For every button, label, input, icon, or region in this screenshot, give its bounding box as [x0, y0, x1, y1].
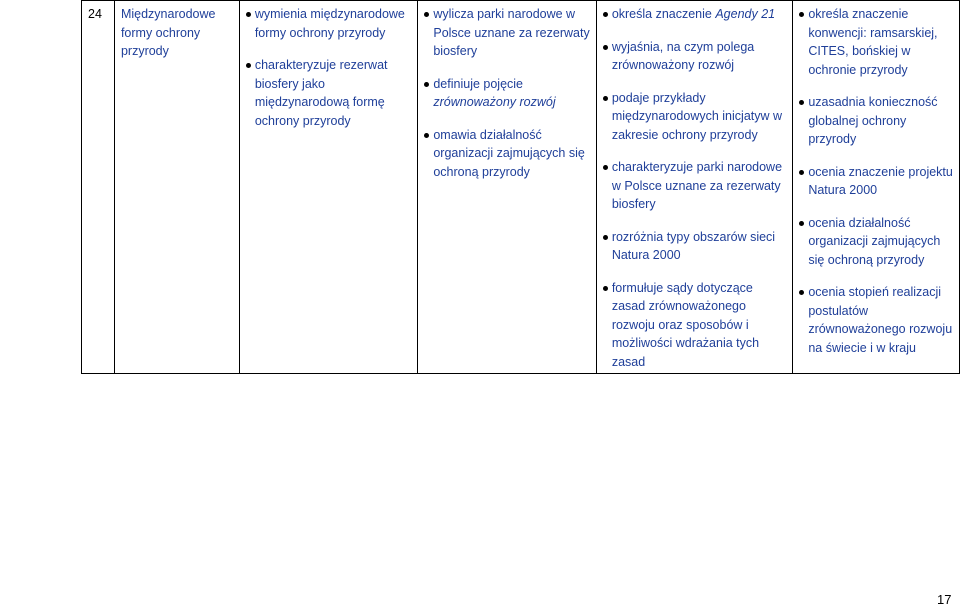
list-item: określa znaczenie konwencji: ramsarskiej, CITES, bońskiej w ochronie przyrody	[799, 5, 953, 79]
column-4-list	[799, 5, 953, 357]
bullet-icon	[603, 12, 608, 17]
list-item: ocenia działalność organizacji zajmujących się ochroną przyrody	[799, 214, 953, 270]
bullet-icon	[603, 96, 608, 101]
page-number: 17	[937, 592, 952, 607]
table-row	[82, 1, 960, 374]
column-3-cell	[596, 1, 793, 374]
column-1-cell	[239, 1, 418, 374]
list-item: charakteryzuje rezerwat biosfery jako międzynarodową formę ochrony przyrody	[246, 56, 412, 130]
column-4-cell	[793, 1, 960, 374]
column-2-cell	[418, 1, 596, 374]
column-3-list	[603, 5, 787, 371]
list-item: definiuje pojęcie zrównoważony rozwój	[424, 75, 589, 112]
bullet-icon	[424, 133, 429, 138]
list-item: omawia działalność organizacji zajmujących się ochroną przyrody	[424, 126, 589, 182]
column-2-list	[424, 5, 589, 181]
bullet-icon	[799, 170, 804, 175]
bullet-icon	[424, 82, 429, 87]
bullet-icon	[799, 100, 804, 105]
list-item: ocenia znaczenie projektu Natura 2000	[799, 163, 953, 200]
row-number: 24	[82, 1, 115, 374]
list-item: ocenia stopień realizacji postulatów zrównoważonego rozwoju na świecie i w kraju	[799, 283, 953, 357]
bullet-icon	[424, 12, 429, 17]
bullet-icon	[799, 290, 804, 295]
list-item: podaje przykłady międzynarodowych inicjatyw w zakresie ochrony przyrody	[603, 89, 787, 145]
bullet-icon	[603, 235, 608, 240]
bullet-icon	[799, 221, 804, 226]
column-1-list	[246, 5, 412, 130]
bullet-icon	[603, 286, 608, 291]
list-item: rozróżnia typy obszarów sieci Natura 2000	[603, 228, 787, 265]
bullet-icon	[246, 12, 251, 17]
list-item: wylicza parki narodowe w Polsce uznane za rezerwaty biosfery	[424, 5, 589, 61]
bullet-icon	[603, 165, 608, 170]
topic-cell: Międzynarodowe formy ochrony przyrody	[114, 1, 239, 374]
list-item: wyjaśnia, na czym polega zrównoważony rozwój	[603, 38, 787, 75]
bullet-icon	[603, 45, 608, 50]
bullet-icon	[246, 63, 251, 68]
list-item: charakteryzuje parki narodowe w Polsce uznane za rezerwaty biosfery	[603, 158, 787, 214]
requirements-table	[81, 0, 960, 374]
list-item: określa znaczenie Agendy 21	[603, 5, 787, 24]
list-item: wymienia międzynarodowe formy ochrony przyrody	[246, 5, 412, 42]
list-item: uzasadnia konieczność globalnej ochrony przyrody	[799, 93, 953, 149]
list-item: formułuje sądy dotyczące zasad zrównoważonego rozwoju oraz sposobów i możliwości wdrażania tych zasad	[603, 279, 787, 372]
bullet-icon	[799, 12, 804, 17]
